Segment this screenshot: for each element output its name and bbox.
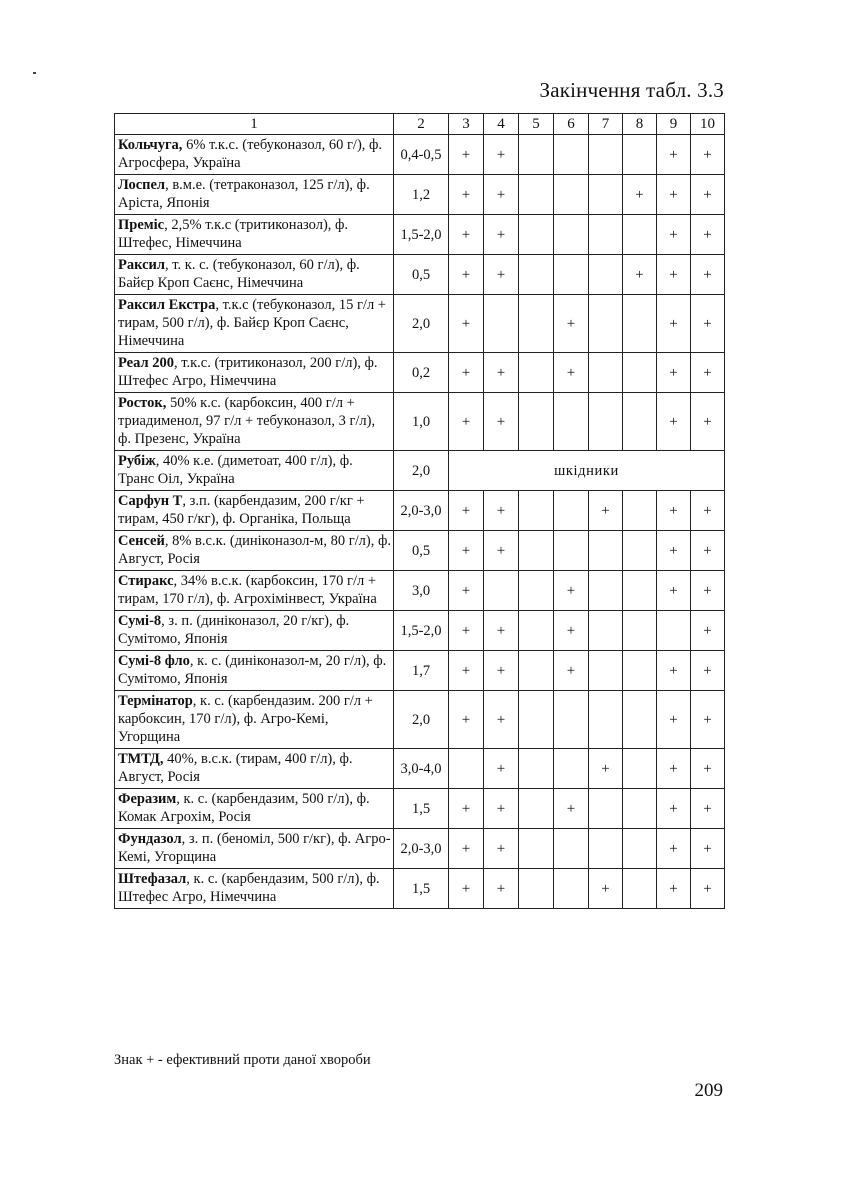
- efficacy-mark-cell: [623, 829, 657, 869]
- product-cell: [115, 353, 394, 393]
- efficacy-mark-cell: [589, 295, 623, 353]
- efficacy-mark-cell: [519, 691, 554, 749]
- rate-cell: 1,5: [394, 869, 449, 909]
- efficacy-mark-cell: [589, 691, 623, 749]
- efficacy-mark-cell: +: [657, 393, 691, 451]
- product-name: Штефазал: [118, 871, 187, 887]
- efficacy-mark-cell: [519, 829, 554, 869]
- efficacy-mark-cell: [589, 393, 623, 451]
- efficacy-mark-cell: [554, 491, 589, 531]
- product-name: ТМТД,: [118, 751, 164, 767]
- efficacy-mark-cell: +: [691, 175, 725, 215]
- efficacy-mark-cell: [519, 651, 554, 691]
- efficacy-mark-cell: [589, 215, 623, 255]
- efficacy-mark-cell: [484, 295, 519, 353]
- efficacy-mark-cell: +: [554, 651, 589, 691]
- rate-cell: 3,0: [394, 571, 449, 611]
- header-cell: 4: [484, 114, 519, 135]
- efficacy-mark-cell: +: [657, 651, 691, 691]
- efficacy-mark-cell: +: [691, 611, 725, 651]
- header-cell: 10: [691, 114, 725, 135]
- table-row: [115, 295, 725, 353]
- efficacy-mark-cell: +: [484, 691, 519, 749]
- table-row: [115, 255, 725, 295]
- efficacy-mark-cell: +: [484, 175, 519, 215]
- table-row: [115, 215, 725, 255]
- efficacy-mark-cell: +: [589, 749, 623, 789]
- product-name: Рубіж: [118, 453, 156, 469]
- efficacy-mark-cell: +: [691, 691, 725, 749]
- rate-cell: 1,5-2,0: [394, 215, 449, 255]
- efficacy-mark-cell: [589, 651, 623, 691]
- rate-cell: 0,5: [394, 255, 449, 295]
- product-name: Термінатор: [118, 693, 193, 709]
- table-row: [115, 691, 725, 749]
- efficacy-mark-cell: [449, 749, 484, 789]
- efficacy-mark-cell: [623, 353, 657, 393]
- product-cell: [115, 571, 394, 611]
- product-name: Росток,: [118, 395, 167, 411]
- efficacy-mark-cell: +: [691, 531, 725, 571]
- efficacy-mark-cell: [519, 531, 554, 571]
- product-cell: [115, 749, 394, 789]
- efficacy-mark-cell: +: [589, 491, 623, 531]
- efficacy-mark-cell: [589, 789, 623, 829]
- efficacy-mark-cell: [519, 869, 554, 909]
- product-description: , 34% в.с.к. (карбоксин, 170 г/л + тирам, 170 г/л), ф. Агрохімінвест, Україна: [118, 573, 377, 607]
- efficacy-mark-cell: +: [657, 255, 691, 295]
- product-description: , в.м.е. (тетраконазол, 125 г/л), ф. Аріста, Японія: [118, 177, 370, 211]
- efficacy-mark-cell: +: [449, 393, 484, 451]
- header-cell: 1: [115, 114, 394, 135]
- efficacy-mark-cell: +: [589, 869, 623, 909]
- efficacy-mark-cell: +: [691, 571, 725, 611]
- product-cell: [115, 255, 394, 295]
- product-description: , з. п. (беноміл, 500 г/кг), ф. Агро-Кемі, Угорщина: [118, 831, 391, 865]
- efficacy-mark-cell: [623, 393, 657, 451]
- product-description: 50% к.с. (карбоксин, 400 г/л + триадименол, 97 г/л + тебуконазол, 3 г/л), ф. Презенс, Україна: [118, 395, 376, 447]
- product-description: , к. с. (диніконазол-м, 20 г/л), ф. Сумітомо, Японія: [118, 653, 387, 687]
- stray-mark: [33, 72, 36, 74]
- efficacy-mark-cell: +: [657, 135, 691, 175]
- efficacy-mark-cell: [623, 571, 657, 611]
- efficacy-mark-cell: [554, 135, 589, 175]
- product-name: Сенсей: [118, 533, 165, 549]
- rate-cell: 0,4-0,5: [394, 135, 449, 175]
- rate-cell: 2,0: [394, 451, 449, 491]
- header-cell: 9: [657, 114, 691, 135]
- pesticide-table: [114, 113, 725, 909]
- product-name: Реал 200: [118, 355, 174, 371]
- efficacy-mark-cell: +: [554, 295, 589, 353]
- efficacy-mark-cell: [554, 829, 589, 869]
- product-description: , 2,5% т.к.с (тритиконазол), ф. Штефес, Німеччина: [118, 217, 349, 251]
- efficacy-mark-cell: [589, 135, 623, 175]
- efficacy-mark-cell: +: [484, 135, 519, 175]
- efficacy-mark-cell: [623, 749, 657, 789]
- efficacy-mark-cell: [589, 255, 623, 295]
- efficacy-mark-cell: +: [691, 789, 725, 829]
- table-body: [115, 135, 725, 909]
- efficacy-mark-cell: +: [484, 749, 519, 789]
- footnote: Знак + - ефективний проти даної хвороби: [114, 1052, 371, 1068]
- efficacy-mark-cell: [623, 651, 657, 691]
- page-number: 209: [694, 1080, 723, 1101]
- table-row: [115, 611, 725, 651]
- efficacy-mark-cell: +: [554, 789, 589, 829]
- efficacy-mark-cell: +: [449, 491, 484, 531]
- product-name: Феразим: [118, 791, 177, 807]
- product-name: Фундазол: [118, 831, 182, 847]
- table-row: [115, 869, 725, 909]
- product-cell: [115, 451, 394, 491]
- efficacy-mark-cell: +: [657, 491, 691, 531]
- efficacy-mark-cell: +: [554, 571, 589, 611]
- efficacy-mark-cell: +: [657, 571, 691, 611]
- efficacy-mark-cell: +: [657, 353, 691, 393]
- product-cell: [115, 175, 394, 215]
- rate-cell: 2,0-3,0: [394, 829, 449, 869]
- efficacy-mark-cell: [623, 295, 657, 353]
- efficacy-mark-cell: [554, 215, 589, 255]
- product-description: , т.к.с. (тритиконазол, 200 г/л), ф. Штефес Агро, Німеччина: [118, 355, 378, 389]
- efficacy-mark-cell: +: [449, 353, 484, 393]
- efficacy-mark-cell: +: [691, 869, 725, 909]
- efficacy-mark-cell: [554, 255, 589, 295]
- header-cell: 6: [554, 114, 589, 135]
- product-cell: [115, 829, 394, 869]
- efficacy-mark-cell: +: [449, 651, 484, 691]
- efficacy-mark-cell: +: [691, 295, 725, 353]
- efficacy-mark-cell: [657, 611, 691, 651]
- efficacy-mark-cell: [519, 135, 554, 175]
- efficacy-mark-cell: [519, 611, 554, 651]
- efficacy-mark-cell: +: [657, 531, 691, 571]
- product-name: Кольчуга,: [118, 137, 183, 153]
- efficacy-mark-cell: [554, 531, 589, 571]
- product-description: 6% т.к.с. (тебуконазол, 60 г/), ф. Агросфера, Україна: [118, 137, 383, 171]
- efficacy-mark-cell: +: [484, 255, 519, 295]
- header-cell: 5: [519, 114, 554, 135]
- efficacy-mark-cell: [623, 611, 657, 651]
- product-description: , 40% к.е. (диметоат, 400 г/л), ф. Транс Оіл, Україна: [118, 453, 353, 487]
- efficacy-mark-cell: +: [449, 611, 484, 651]
- product-description: , к. с. (карбендазим, 500 г/л), ф. Штефес Агро, Німеччина: [118, 871, 380, 905]
- efficacy-mark-cell: [519, 571, 554, 611]
- table-row: [115, 393, 725, 451]
- efficacy-mark-cell: [519, 749, 554, 789]
- efficacy-mark-cell: +: [691, 255, 725, 295]
- efficacy-mark-cell: [554, 175, 589, 215]
- table-row: [115, 491, 725, 531]
- efficacy-mark-cell: +: [449, 295, 484, 353]
- efficacy-mark-cell: +: [554, 611, 589, 651]
- efficacy-mark-cell: +: [691, 749, 725, 789]
- efficacy-mark-cell: +: [449, 571, 484, 611]
- header-cell: 7: [589, 114, 623, 135]
- product-cell: [115, 215, 394, 255]
- product-name: Раксил Екстра: [118, 297, 216, 313]
- product-name: Сумі-8 фло: [118, 653, 190, 669]
- efficacy-mark-cell: +: [484, 353, 519, 393]
- product-description: , к. с. (карбендазим. 200 г/л + карбоксин, 170 г/л), ф. Агро-Кемі, Угорщина: [118, 693, 373, 745]
- product-cell: [115, 393, 394, 451]
- efficacy-mark-cell: +: [484, 789, 519, 829]
- efficacy-mark-cell: +: [691, 135, 725, 175]
- efficacy-mark-cell: +: [484, 393, 519, 451]
- rate-cell: 1,7: [394, 651, 449, 691]
- efficacy-mark-cell: +: [657, 175, 691, 215]
- efficacy-mark-cell: [554, 749, 589, 789]
- efficacy-mark-cell: +: [484, 869, 519, 909]
- rate-cell: 1,5: [394, 789, 449, 829]
- efficacy-mark-cell: +: [691, 215, 725, 255]
- efficacy-mark-cell: +: [623, 255, 657, 295]
- efficacy-mark-cell: +: [449, 869, 484, 909]
- table-row: [115, 749, 725, 789]
- efficacy-mark-cell: +: [554, 353, 589, 393]
- efficacy-mark-cell: +: [691, 491, 725, 531]
- product-cell: [115, 135, 394, 175]
- efficacy-mark-cell: [589, 611, 623, 651]
- product-cell: [115, 491, 394, 531]
- product-description: , т.к.с (тебуконазол, 15 г/л + тирам, 500 г/л), ф. Байєр Кроп Саєнс, Німеччина: [118, 297, 386, 349]
- efficacy-mark-cell: +: [449, 829, 484, 869]
- rate-cell: 2,0: [394, 295, 449, 353]
- efficacy-mark-cell: +: [691, 829, 725, 869]
- product-cell: [115, 651, 394, 691]
- table-caption: Закінчення табл. 3.3: [539, 78, 724, 102]
- efficacy-mark-cell: +: [484, 491, 519, 531]
- product-description: , т. к. с. (тебуконазол, 60 г/л), ф. Байєр Кроп Саєнс, Німеччина: [118, 257, 360, 291]
- table-row: [115, 451, 725, 491]
- efficacy-mark-cell: +: [484, 531, 519, 571]
- efficacy-mark-cell: +: [449, 215, 484, 255]
- efficacy-mark-cell: +: [449, 255, 484, 295]
- efficacy-mark-cell: [589, 829, 623, 869]
- efficacy-mark-cell: +: [691, 393, 725, 451]
- efficacy-mark-cell: +: [657, 869, 691, 909]
- efficacy-mark-cell: [519, 789, 554, 829]
- efficacy-mark-cell: [623, 491, 657, 531]
- efficacy-mark-cell: [554, 393, 589, 451]
- product-name: Преміс: [118, 217, 165, 233]
- efficacy-mark-cell: +: [484, 651, 519, 691]
- product-cell: [115, 611, 394, 651]
- efficacy-mark-cell: +: [484, 611, 519, 651]
- rate-cell: 0,2: [394, 353, 449, 393]
- rate-cell: 3,0-4,0: [394, 749, 449, 789]
- rate-cell: 0,5: [394, 531, 449, 571]
- efficacy-mark-cell: [519, 215, 554, 255]
- rate-cell: 1,0: [394, 393, 449, 451]
- product-description: , 8% в.с.к. (диніконазол-м, 80 г/л), ф. Август, Росія: [118, 533, 392, 567]
- product-cell: [115, 691, 394, 749]
- efficacy-mark-cell: +: [449, 789, 484, 829]
- product-cell: [115, 869, 394, 909]
- efficacy-mark-cell: [623, 869, 657, 909]
- header-cell: 3: [449, 114, 484, 135]
- efficacy-mark-cell: +: [657, 691, 691, 749]
- product-description: , з.п. (карбендазим, 200 г/кг + тирам, 450 г/кг), ф. Органіка, Польща: [118, 493, 365, 527]
- efficacy-mark-cell: [519, 255, 554, 295]
- efficacy-mark-cell: +: [691, 651, 725, 691]
- efficacy-mark-cell: +: [657, 295, 691, 353]
- efficacy-mark-cell: +: [657, 215, 691, 255]
- table-row: [115, 789, 725, 829]
- product-description: , з. п. (диніконазол, 20 г/кг), ф. Сумітомо, Японія: [118, 613, 350, 647]
- efficacy-mark-cell: [589, 175, 623, 215]
- efficacy-mark-cell: [589, 353, 623, 393]
- table-row: [115, 353, 725, 393]
- product-cell: [115, 789, 394, 829]
- efficacy-mark-cell: [589, 571, 623, 611]
- efficacy-mark-cell: [519, 491, 554, 531]
- efficacy-mark-cell: +: [657, 829, 691, 869]
- product-name: Сарфун Т: [118, 493, 183, 509]
- rate-cell: 2,0-3,0: [394, 491, 449, 531]
- table-row: [115, 175, 725, 215]
- efficacy-mark-cell: [484, 571, 519, 611]
- product-name: Стиракс: [118, 573, 174, 589]
- product-cell: [115, 531, 394, 571]
- efficacy-mark-cell: [554, 691, 589, 749]
- table-row: [115, 571, 725, 611]
- efficacy-mark-cell: +: [449, 175, 484, 215]
- efficacy-mark-cell: [554, 869, 589, 909]
- table-row: [115, 531, 725, 571]
- efficacy-mark-cell: +: [449, 135, 484, 175]
- efficacy-mark-cell: +: [484, 829, 519, 869]
- efficacy-mark-cell: [589, 531, 623, 571]
- efficacy-mark-cell: [623, 691, 657, 749]
- efficacy-mark-cell: +: [691, 353, 725, 393]
- header-cell: 2: [394, 114, 449, 135]
- efficacy-mark-cell: [623, 531, 657, 571]
- efficacy-mark-cell: [519, 393, 554, 451]
- product-name: Раксил: [118, 257, 166, 273]
- efficacy-mark-cell: +: [657, 789, 691, 829]
- efficacy-mark-cell: +: [449, 691, 484, 749]
- rate-cell: 2,0: [394, 691, 449, 749]
- product-description: , к. с. (карбендазим, 500 г/л), ф. Комак Агрохім, Росія: [118, 791, 370, 825]
- header-row: [115, 114, 725, 135]
- efficacy-mark-cell: +: [449, 531, 484, 571]
- efficacy-mark-cell: [519, 353, 554, 393]
- rate-cell: 1,2: [394, 175, 449, 215]
- table-row: [115, 135, 725, 175]
- product-description: 40%, в.с.к. (тирам, 400 г/л), ф. Август, Росія: [118, 751, 353, 785]
- product-cell: [115, 295, 394, 353]
- efficacy-mark-cell: [519, 175, 554, 215]
- merged-note-cell: шкідники: [449, 451, 725, 491]
- product-name: Сумі-8: [118, 613, 162, 629]
- efficacy-mark-cell: [519, 295, 554, 353]
- header-cell: 8: [623, 114, 657, 135]
- efficacy-mark-cell: [623, 215, 657, 255]
- rate-cell: 1,5-2,0: [394, 611, 449, 651]
- efficacy-mark-cell: +: [657, 749, 691, 789]
- efficacy-mark-cell: [623, 789, 657, 829]
- efficacy-mark-cell: [623, 135, 657, 175]
- product-name: Лоспел: [118, 177, 166, 193]
- table-row: [115, 829, 725, 869]
- table-row: [115, 651, 725, 691]
- efficacy-mark-cell: +: [623, 175, 657, 215]
- efficacy-mark-cell: +: [484, 215, 519, 255]
